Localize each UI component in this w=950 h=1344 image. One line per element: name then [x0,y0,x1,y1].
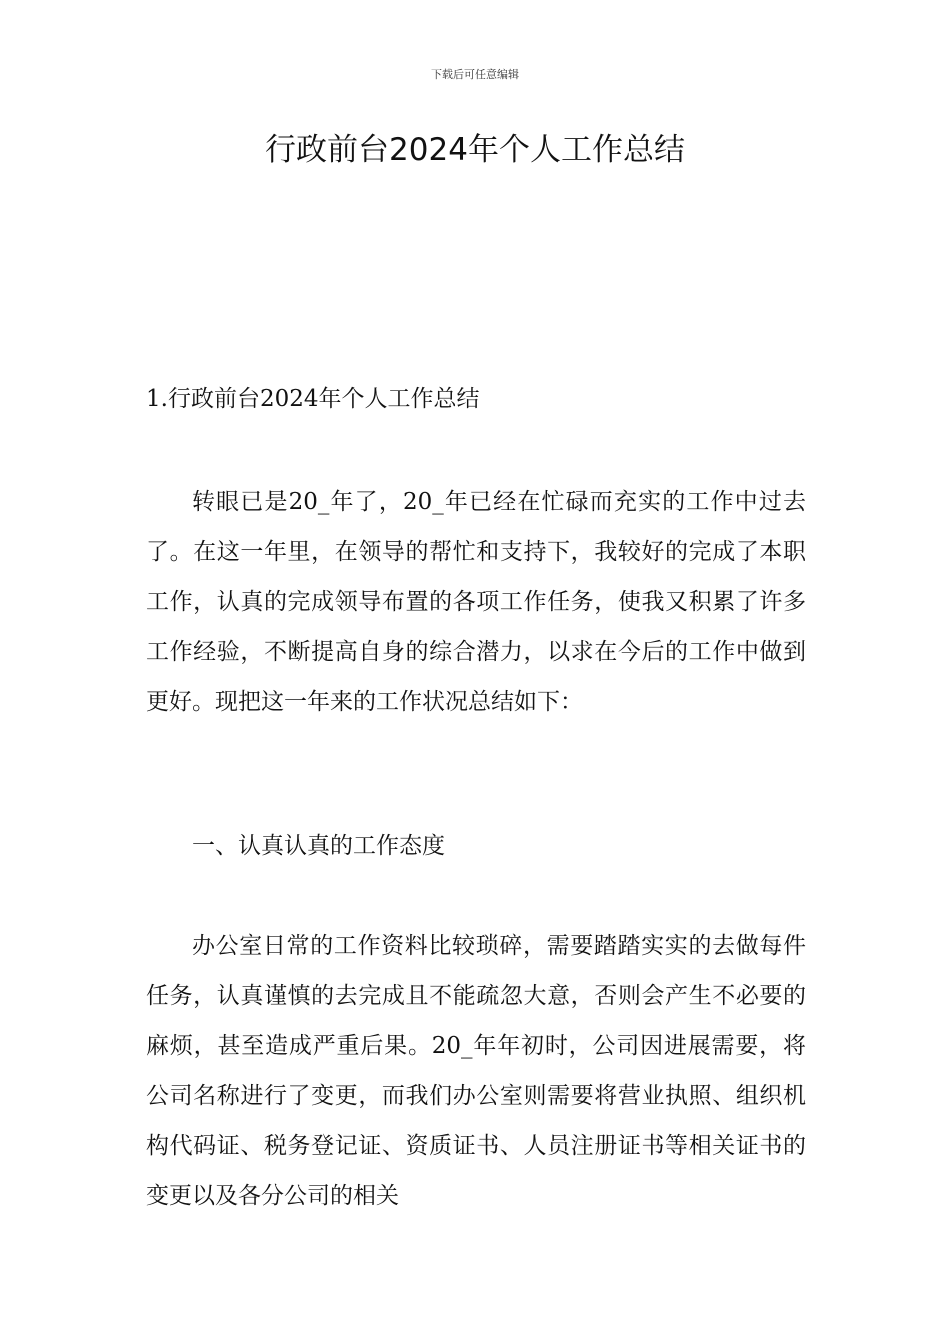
document-title: 行政前台2024年个人工作总结 [265,132,685,168]
section-heading: 1.行政前台2024年个人工作总结 [146,386,480,412]
header-note: 下载后可任意编辑 [431,68,519,81]
paragraph: 转眼已是20_年了，20_年已经在忙碌而充实的工作中过去了。在这一年里，在领导的帮忙和支持下，我较好的完成了本职工作，认真的完成领导布置的各项工作任务，使我又积累了许多工作经验，不断提高自身的综合潜力，以求在今后的工作中做到更好。现把这一年来的工作状况总结如下： [146,489,806,715]
paragraph: 办公室日常的工作资料比较琐碎，需要踏踏实实的去做每件任务，认真谨慎的去完成且不能疏忽大意，否则会产生不必要的麻烦，甚至造成严重后果。20_年年初时，公司因进展需要，将公司名称进行了变更，而我们办公室则需要将营业执照、组织机构代码证、税务登记证、资质证书、人员注册证书等相关证书的变更以及各分公司的相关 [146,933,806,1209]
subheading: 一、认真认真的工作态度 [192,833,445,859]
